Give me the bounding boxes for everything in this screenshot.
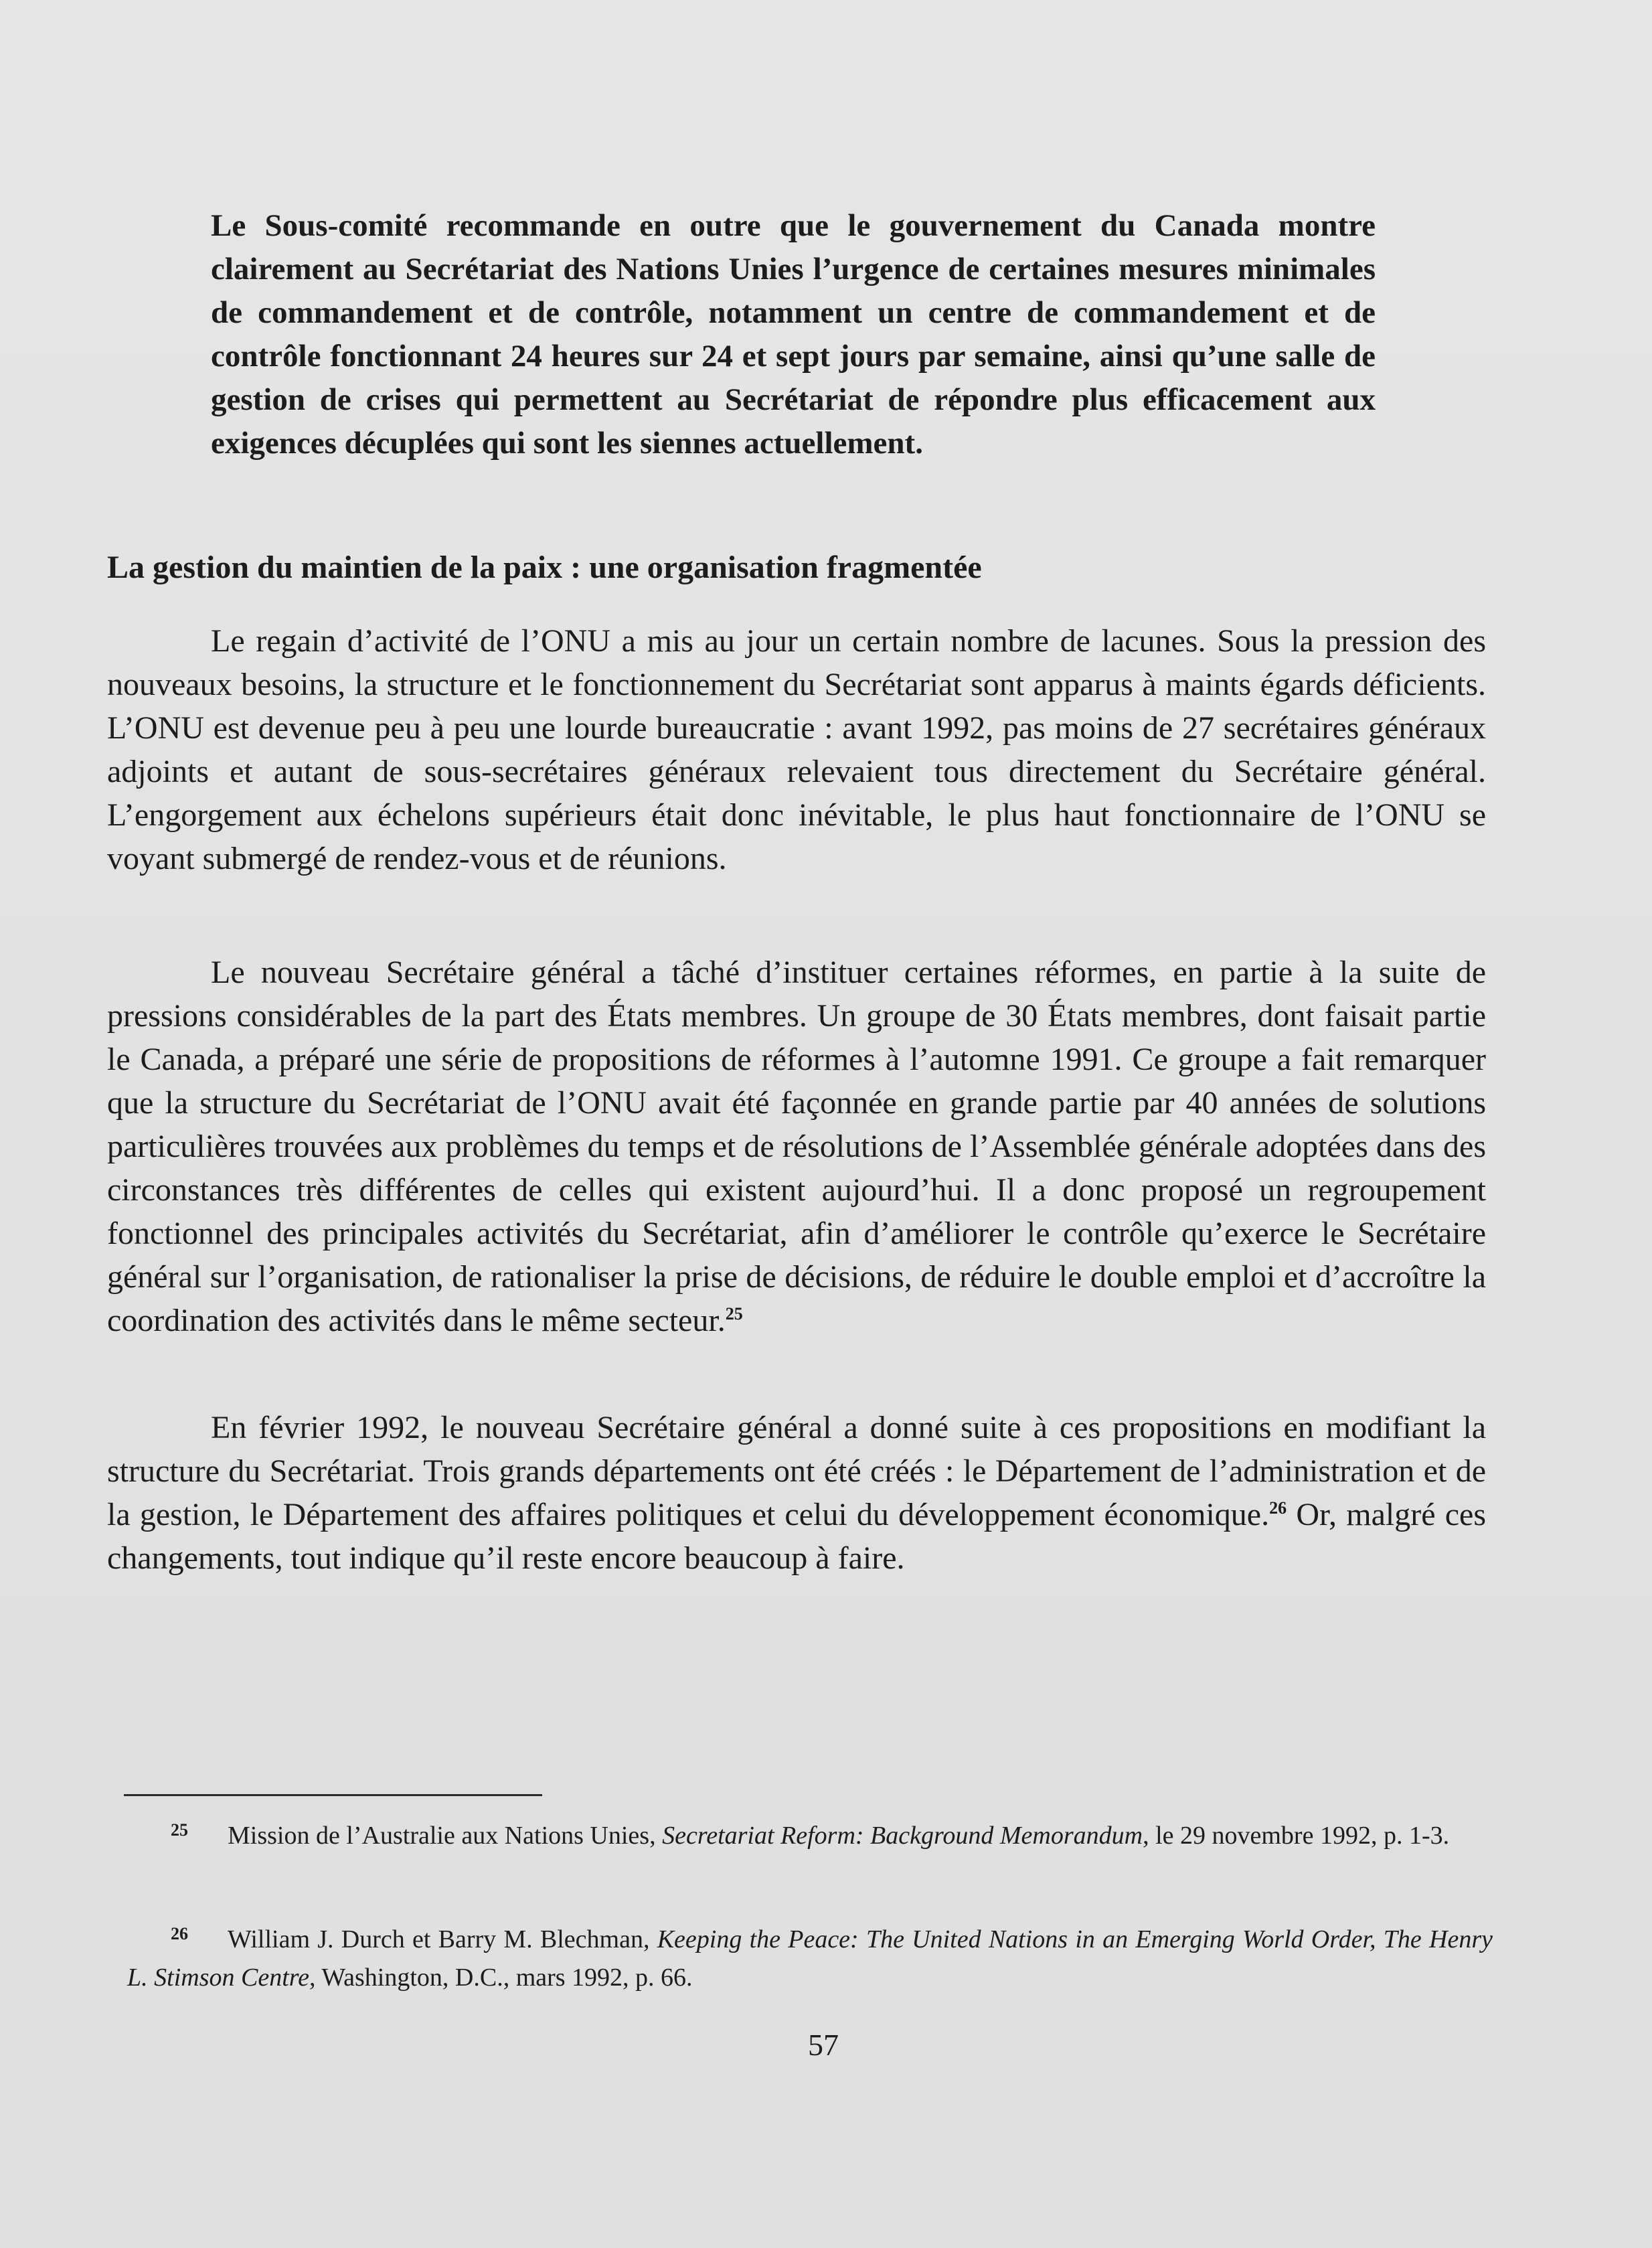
body-paragraph-3-text-a: En février 1992, le nouveau Secrétaire général a donné suite à ces propositions en modifiant la structure du Secrétariat. Trois grands départements ont été créés : le Département de l’administration et de la gestion, le Département des affaires politiques et celui du développement économique.	[107, 1410, 1486, 1532]
footnote-25-text-a: Mission de l’Australie aux Nations Unies,	[228, 1822, 663, 1850]
footnote-26	[127, 1915, 1493, 1997]
footnote-25	[127, 1811, 1493, 1855]
footnote-25-number: 25	[171, 1820, 188, 1840]
footnote-26-text-b: , Washington, D.C., mars 1992, p. 66.	[309, 1963, 693, 1992]
body-paragraph-2	[107, 951, 1486, 1342]
footnote-25-title: Secretariat Reform: Background Memorandum	[662, 1822, 1143, 1850]
footnote-reference-25: 25	[725, 1304, 743, 1323]
footnote-reference-26: 26	[1269, 1498, 1287, 1518]
page-number: 57	[808, 2028, 839, 2062]
footnote-26-number: 26	[171, 1924, 188, 1943]
footnote-26-text-a: William J. Durch et Barry M. Blechman,	[228, 1925, 657, 1953]
footnote-25-text-b: , le 29 novembre 1992, p. 1-3.	[1143, 1822, 1450, 1850]
body-paragraph-3	[107, 1406, 1486, 1580]
body-paragraph-1: Le regain d’activité de l’ONU a mis au jour un certain nombre de lacunes. Sous la pression des nouveaux besoins, la structure et le fonctionnement du Secrétariat sont apparus à maints égards déficients. L’ONU est devenue peu à peu une lourde bureaucratie : avant 1992, pas moins de 27 secrétaires généraux adjoints et autant de sous-secrétaires généraux relevaient tous directement du Secrétaire général. L’engorgement aux échelons supérieurs était donc inévitable, le plus haut fonctionnaire de l’ONU se voyant submergé de rendez-vous et de réunions.	[107, 623, 1486, 876]
body-paragraph-2-text: Le nouveau Secrétaire général a tâché d’instituer certaines réformes, en partie à la suite de pressions considérables de la part des États membres. Un groupe de 30 États membres, dont faisait partie le Canada, a préparé une série de propositions de réformes à l’automne 1991. Ce groupe a fait remarquer que la structure du Secrétariat de l’ONU avait été façonnée en grande partie par 40 années de solutions particulières trouvées aux problèmes du temps et de résolutions de l’Assemblée générale adoptées dans des circonstances très différentes de celles qui existent aujourd’hui. Il a donc proposé un regroupement fonctionnel des principales activités du Secrétariat, afin d’améliorer le contrôle qu’exerce le Secrétaire général sur l’organisation, de rationaliser la prise de décisions, de réduire le double emploi et d’accroître la coordination des activités dans le même secteur.	[107, 955, 1486, 1338]
section-heading: La gestion du maintien de la paix : une organisation fragmentée	[107, 550, 982, 585]
footnote-divider	[124, 1794, 542, 1796]
footnote-26-title: Keeping the Peace: The United Nations in an Emerging World Order, The Henry L. Stimson Centre	[127, 1925, 1493, 1992]
recommendation-paragraph: Le Sous-comité recommande en outre que le gouvernement du Canada montre clairement au Secrétariat des Nations Unies l’urgence de certaines mesures minimales de commandement et de contrôle, notamment un centre de commandement et de contrôle fonctionnant 24 heures sur 24 et sept jours par semaine, ainsi qu’une salle de gestion de crises qui permettent au Secrétariat de répondre plus efficacement aux exigences décuplées qui sont les siennes actuellement.	[211, 208, 1376, 461]
body-paragraph-3-text-b: Or, malgré ces changements, tout indique qu’il reste encore beaucoup à faire.	[107, 1497, 1486, 1576]
